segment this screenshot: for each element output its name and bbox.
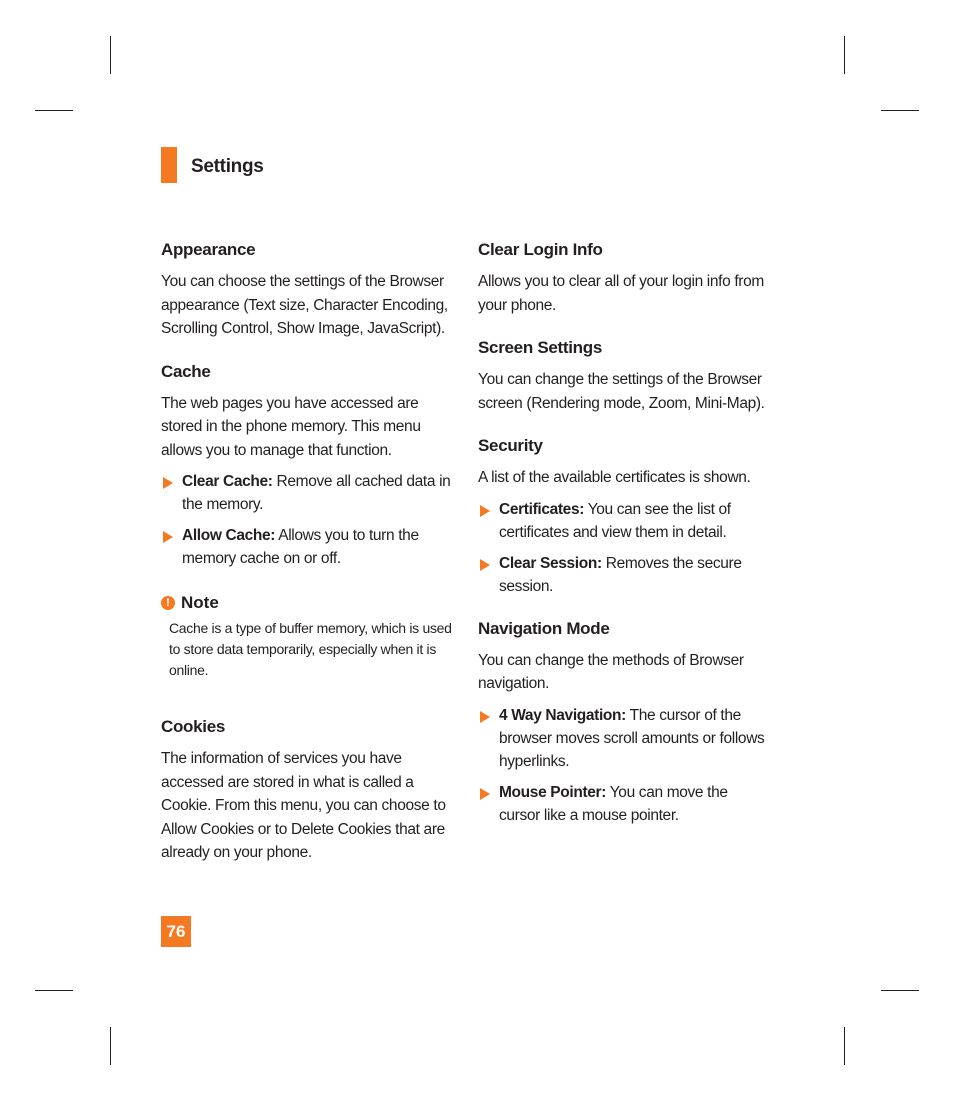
section-text: Allows you to clear all of your login info from your phone. bbox=[478, 273, 764, 314]
arrow-bullet-icon bbox=[480, 711, 490, 723]
crop-mark bbox=[110, 36, 111, 74]
bullet-text: You can move the cursor like a mouse pointer. bbox=[499, 783, 728, 824]
bullet-label: Mouse Pointer: bbox=[499, 783, 607, 801]
exclamation-icon: ! bbox=[161, 596, 175, 610]
section-text: You can change the settings of the Browser screen (Rendering mode, Zoom, Mini-Map). bbox=[478, 371, 765, 412]
section-heading: Clear Login Info bbox=[478, 240, 603, 259]
bullet-label: Certificates: bbox=[499, 500, 585, 518]
bullet-label: Allow Cache: bbox=[182, 527, 276, 544]
section-heading: Navigation Mode bbox=[478, 618, 610, 638]
bullet-label: Clear Session: bbox=[499, 554, 602, 572]
screen-settings-section bbox=[478, 336, 768, 415]
crop-mark bbox=[881, 990, 919, 991]
cache-section bbox=[161, 360, 453, 571]
navigation-mode-section bbox=[478, 617, 768, 827]
section-heading: Appearance bbox=[161, 240, 256, 259]
crop-mark bbox=[110, 1027, 111, 1065]
bullet-item bbox=[478, 781, 768, 827]
section-text: You can choose the settings of the Browser appearance (Text size, Character Encoding, Scrolling Control, Show Image, JavaScript). bbox=[161, 273, 448, 337]
appearance-section bbox=[161, 238, 453, 341]
section-text: You can change the methods of Browser navigation. bbox=[478, 651, 744, 692]
bullet-text: You can see the list of certificates and view them in detail. bbox=[499, 500, 731, 541]
clear-login-section bbox=[478, 238, 768, 317]
section-text: The web pages you have accessed are stored in the phone memory. This menu allows you to manage that function. bbox=[161, 394, 421, 459]
bullet-text: Removes the secure session. bbox=[499, 554, 742, 595]
note-title: Note bbox=[181, 593, 219, 612]
left-column bbox=[161, 238, 453, 865]
arrow-bullet-icon bbox=[163, 531, 173, 543]
cookies-section bbox=[161, 715, 453, 865]
arrow-bullet-icon bbox=[480, 788, 490, 800]
bullet-item bbox=[478, 552, 768, 598]
section-text: The information of services you have accessed are stored in what is called a Cookie. From this menu, you can choose to Allow Cookies or to Delete Cookies that are already on your phone. bbox=[161, 750, 446, 861]
bullet-label: Clear Cache: bbox=[182, 473, 273, 490]
crop-mark bbox=[35, 110, 73, 111]
note-text: Cache is a type of buffer memory, which is used to store data temporarily, especially when it is online. bbox=[169, 620, 452, 678]
crop-mark bbox=[844, 36, 845, 74]
crop-mark bbox=[881, 110, 919, 111]
crop-mark bbox=[35, 990, 73, 991]
arrow-bullet-icon bbox=[480, 559, 490, 571]
section-heading: Security bbox=[478, 436, 543, 455]
page-title: Settings bbox=[191, 156, 264, 177]
bullet-text: The cursor of the browser moves scroll amounts or follows hyperlinks. bbox=[499, 706, 765, 770]
section-text: A list of the available certificates is shown. bbox=[478, 469, 751, 486]
page-number: 76 bbox=[161, 916, 191, 947]
bullet-label: 4 Way Navigation: bbox=[499, 706, 626, 724]
note-heading bbox=[161, 592, 453, 614]
bullet-item bbox=[478, 498, 768, 544]
arrow-bullet-icon bbox=[480, 505, 490, 517]
arrow-bullet-icon bbox=[163, 477, 173, 489]
header-accent-bar bbox=[161, 147, 177, 183]
section-heading: Cookies bbox=[161, 717, 226, 736]
bullet-item bbox=[161, 470, 453, 516]
section-heading: Screen Settings bbox=[478, 338, 602, 357]
bullet-item bbox=[478, 704, 768, 773]
section-heading: Cache bbox=[161, 361, 211, 381]
right-column bbox=[478, 238, 768, 827]
bullet-text: Remove all cached data in the memory. bbox=[182, 473, 451, 513]
security-section bbox=[478, 434, 768, 598]
crop-mark bbox=[844, 1027, 845, 1065]
bullet-text: Allows you to turn the memory cache on or off. bbox=[182, 527, 419, 567]
bullet-item bbox=[161, 524, 453, 570]
